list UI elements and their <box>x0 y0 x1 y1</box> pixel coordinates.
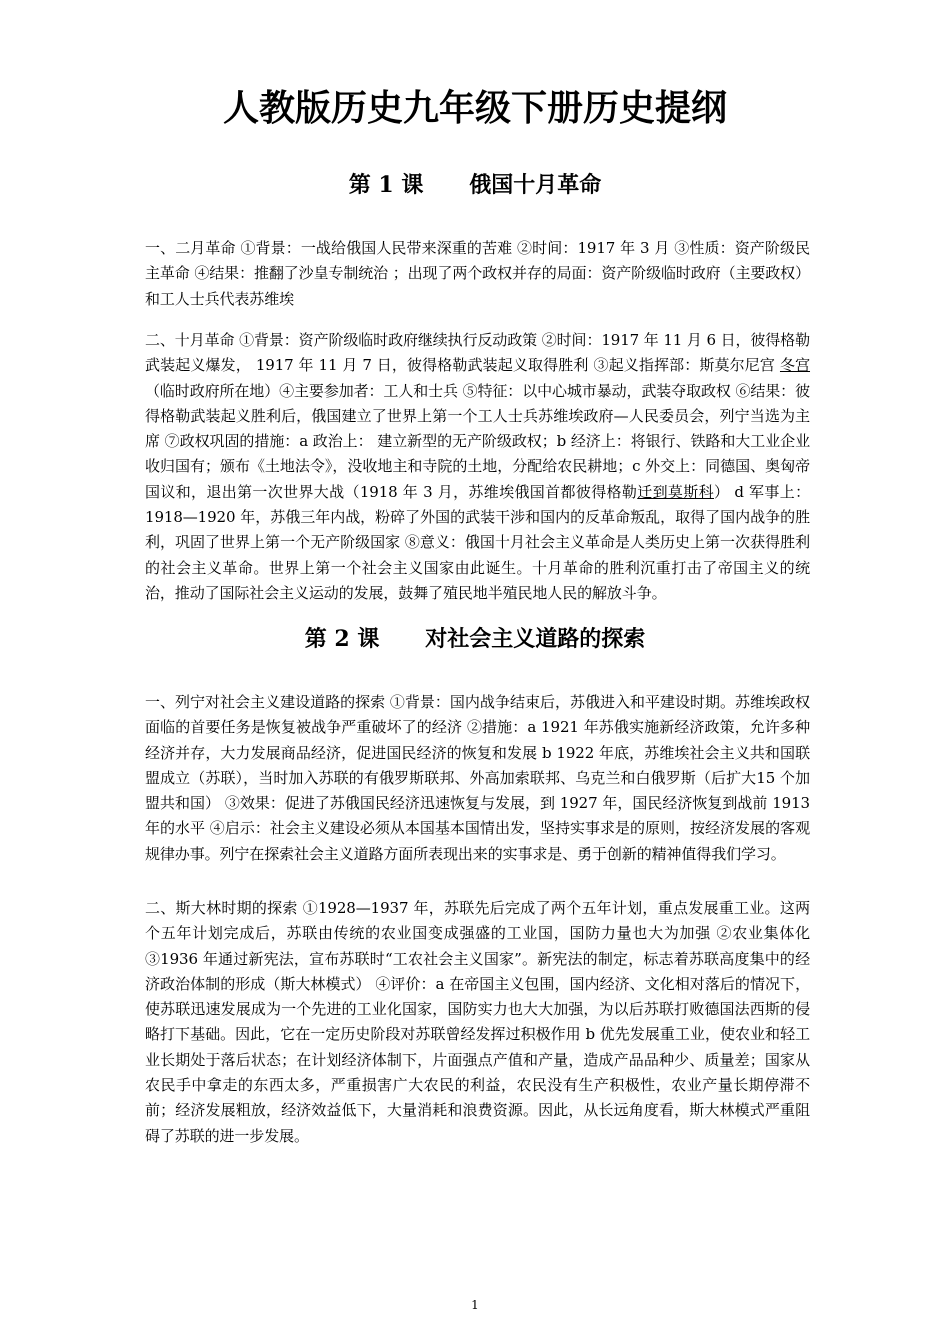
paragraph-text: （临时政府所在地）④主要参加者：工人和士兵 ⑤特征：以中心城市暴动，武装夺取政权 ⑥结果：彼得格勒武装起义胜利后，俄国建立了世界上第一个工人士兵苏维埃政府—人民委员会，列宁当选为主席 ⑦政权巩固的措施：a 政治上： 建立新型的无产阶级政权；b 经济上：将银行、铁路和大工业企业收归国有；颁布《土地法令》，没收地主和寺院的土地，分配给农民耕地；c 外交上：同德国、奥匈帝国议和，退出第一次世界大战（1918 年 3 月，苏维埃俄国首都彼得格勒 <box>145 381 810 501</box>
underlined-term: 迁到莫斯科 <box>637 482 714 501</box>
underlined-term: 冬宫 <box>779 356 811 375</box>
document-title: 人教版历史九年级下册历史提纲 <box>222 87 727 129</box>
lesson-1-paragraph-1: 一、二月革命 ①背景：一战给俄国人民带来深重的苦难 ②时间：1917 年 3 月 ③性质：资产阶级民主革命 ④结果：推翻了沙皇专制统治 ；出现了两个政权并存的局面：资产阶级临时政府（主要政权）和工人士兵代表苏维埃 <box>145 239 810 308</box>
lesson-1-title: 第 1 课 俄国十月革命 <box>348 172 602 198</box>
paragraph-text: ） d 军事上：1918—1920 年，苏俄三年内战，粉碎了外国的武装干涉和国内的反革命叛乱，取得了国内战争的胜利，巩固了世界上第一个无产阶级国家 ⑧意义：俄国十月社会主义革命是人类历史上第一次获得胜利的社会主义革命。世界上第一个社会主义国家由此诞生。十月革命的胜利沉重打击了帝国主义的统治，推动了国际社会主义运动的发展，鼓舞了殖民地半殖民地人民的解放斗争。 <box>145 482 810 602</box>
paragraph-text: 二、十月革命 ①背景：资产阶级临时政府继续执行反动政策 ②时间：1917 年 11 月 6 日，彼得格勒武装起义爆发， 1917 年 11 月 7 日，彼得格勒武装起义取得胜利 ③起义指挥部：斯莫尔尼宫 <box>145 331 810 375</box>
lesson-2-paragraph-2: 二、斯大林时期的探索 ①1928—1937 年，苏联先后完成了两个五年计划，重点发展重工业。这两个五年计划完成后，苏联由传统的农业国变成强盛的工业国，国防力量也大为加强 ②农业集体化 ③1936 年通过新宪法，宣布苏联时“工农社会主义国家”。新宪法的制定，标志着苏联高度集中的经济政治体制的形成（斯大林模式） ④评价：a 在帝国主义包围，国内经济、文化相对落后的情况下，使苏联迅速发展成为一个先进的工业化国家，国防实力也大大加强，为以后苏联打败德国法西斯的侵略打下基础。因此，它在一定历史阶段对苏联曾经发挥过积极作用 b 优先发展重工业，使农业和轻工业长期处于落后状态；在计划经济体制下，片面强点产值和产量，造成产品品种少、质量差；国家从农民手中拿走的东西太多，严重损害广大农民的利益，农民没有生产积极性，农业产量长期停滞不前；经济发展粗放，经济效益低下，大量消耗和浪费资源。因此，从长远角度看，斯大林模式严重阻碍了苏联的进一步发展。 <box>145 899 810 1145</box>
lesson-2-title: 第 2 课 对社会主义道路的探索 <box>304 626 646 652</box>
lesson-1-paragraph-2 <box>145 328 810 606</box>
lesson-2-paragraph-1: 一、列宁对社会主义建设道路的探索 ①背景：国内战争结束后，苏俄进入和平建设时期。苏维埃政权面临的首要任务是恢复被战争严重破坏了的经济 ②措施：a 1921 年苏俄实施新经济政策，允许多种经济并存，大力发展商品经济，促进国民经济的恢复和发展 b 1922 年底，苏维埃社会主义共和国联盟成立（苏联），当时加入苏联的有俄罗斯联邦、外高加索联邦、乌克兰和白俄罗斯（后扩大15 个加盟共和国） ③效果：促进了苏俄国民经济迅速恢复与发展，到 1927 年，国民经济恢复到战前 1913 年的水平 ④启示：社会主义建设必须从本国基本国情出发，坚持实事求是的原则，按经济发展的客观规律办事。列宁在探索社会主义道路方面所表现出来的实事求是、勇于创新的精神值得我们学习。 <box>145 693 810 863</box>
page-number: 1 <box>471 1298 479 1312</box>
